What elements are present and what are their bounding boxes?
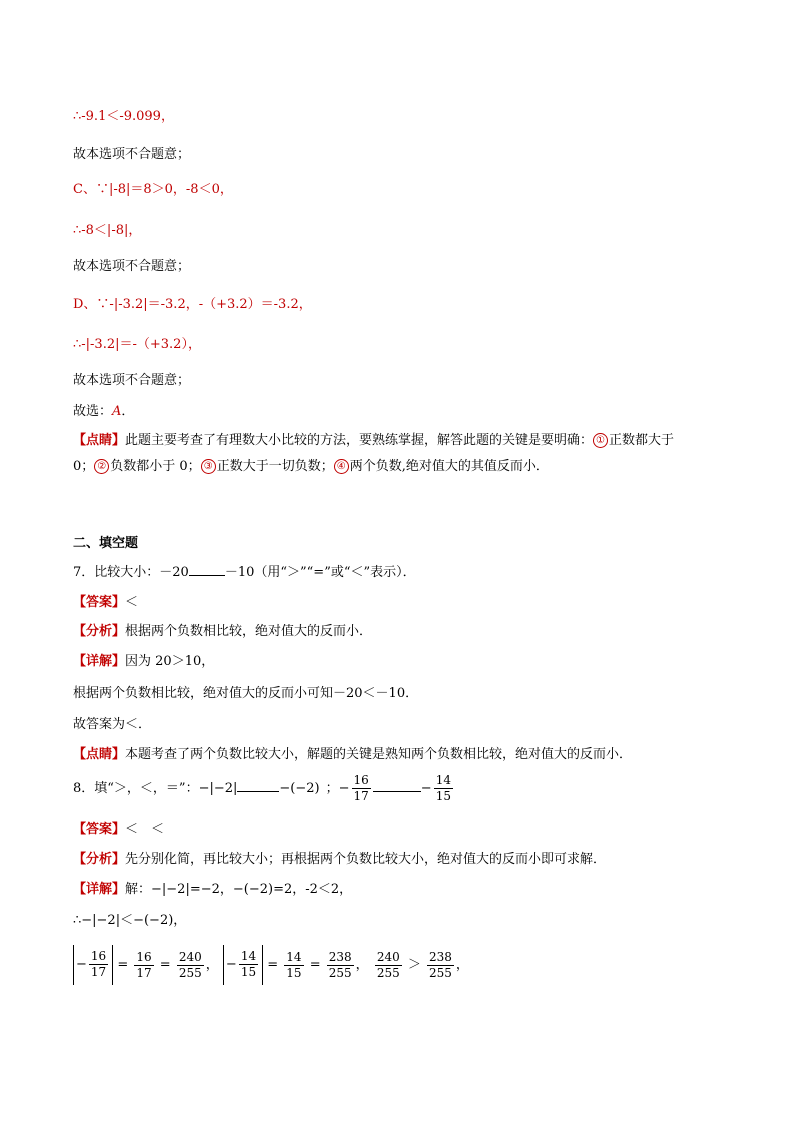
text-line	[73, 403, 134, 421]
text: 因为 20＞10，	[125, 654, 215, 669]
text: 解：−|−2|=−2，−(−2)=2，-2＜2，	[125, 882, 353, 897]
fraction: $\frac{16}{17}$	[136, 949, 152, 980]
question-8-stem	[73, 772, 455, 806]
text: 0；	[73, 459, 95, 474]
text-line: 故本选项不合题意；	[73, 259, 191, 274]
text: 7．比较大小：－20	[73, 565, 189, 580]
absolute-value: − $\frac{16}{17}$	[73, 945, 113, 985]
fraction: $\frac{240}{255}$	[376, 949, 400, 980]
analysis-line	[73, 623, 372, 641]
equals-sign: =	[309, 957, 321, 973]
text-line: C、∵|-8|＝8＞0，-8＜0，	[73, 182, 233, 197]
comma: ，	[205, 957, 219, 973]
text-line: ∴-9.1＜-9.099，	[73, 109, 174, 124]
text-line: ∴-8＜|-8|，	[73, 223, 142, 238]
fraction: $\frac{238}{255}$	[328, 949, 352, 980]
text: 此题主要考查了有理数大小比较的方法，要熟练掌握，解答此题的关键是要明确：	[125, 433, 594, 448]
text: ．	[121, 404, 135, 419]
detail-tag: 【详解】	[73, 654, 126, 669]
answer-line	[73, 821, 164, 839]
text: −	[420, 781, 432, 796]
point-tag: 【点睛】	[73, 747, 126, 762]
point-paragraph	[73, 428, 723, 480]
text: 两个负数,绝对值大的其值反而小．	[349, 459, 549, 474]
answer-blank	[237, 779, 279, 792]
text: 正数大于一切负数；	[216, 459, 334, 474]
circled-number: ④	[334, 459, 349, 474]
answer-tag: 【答案】	[73, 595, 126, 610]
fraction: $\frac{238}{255}$	[429, 949, 452, 980]
analysis-tag: 【分析】	[73, 852, 126, 867]
greater-than-sign: ＞	[407, 957, 421, 973]
detail-tag: 【详解】	[73, 882, 126, 897]
answer-line	[73, 594, 138, 612]
text: 故选：	[73, 404, 113, 419]
point-tag: 【点睛】	[73, 433, 126, 448]
fraction: $\frac{14}{15}$	[435, 773, 451, 803]
circled-number: ②	[94, 459, 109, 474]
answer-value: ＜	[125, 595, 139, 610]
text: 根据两个负数相比较，绝对值大的反而小．	[125, 624, 373, 639]
equation-line	[73, 945, 469, 986]
text: 负数都小于 0；	[110, 459, 201, 474]
text: 8．填“＞，＜，＝”：−|−2|	[73, 781, 238, 796]
analysis-line	[73, 851, 606, 869]
circled-number: ③	[201, 459, 216, 474]
analysis-tag: 【分析】	[73, 624, 126, 639]
text: 本题考查了两个负数比较大小，解题的关键是熟知两个负数相比较，绝对值大的反而小．	[125, 747, 633, 762]
question-7-stem	[73, 563, 416, 582]
answer-blank	[189, 563, 225, 576]
answer-value: ＜ ＜	[125, 822, 165, 837]
fraction: $\frac{14}{15}$	[286, 949, 302, 980]
text-line: 故本选项不合题意；	[73, 147, 191, 162]
equals-sign: =	[117, 957, 129, 973]
circled-number: ①	[593, 433, 608, 448]
answer-tag: 【答案】	[73, 822, 126, 837]
comma: ，	[455, 957, 469, 973]
text: 正数都大于	[609, 433, 675, 448]
detail-line	[73, 881, 352, 899]
section-title: 二、填空题	[73, 536, 139, 551]
text-line: 故答案为＜．	[73, 717, 152, 732]
text: −(−2)	[279, 781, 320, 796]
text: ；−	[325, 781, 350, 796]
fraction: $\frac{16}{17}$	[353, 773, 369, 803]
answer-blank	[373, 779, 421, 792]
absolute-value: − $\frac{14}{15}$	[223, 945, 263, 985]
answer-letter: A	[112, 404, 122, 419]
text: 先分别化简，再比较大小；再根据两个负数比较大小，绝对值大的反而小即可求解．	[125, 852, 607, 867]
comma: ，	[355, 957, 369, 973]
text-line: 根据两个负数相比较，绝对值大的反而小可知－20＜－10．	[73, 686, 419, 701]
text-line: ∴-|-3.2|＝-（+3.2），	[73, 337, 201, 352]
text-line: 故本选项不合题意；	[73, 373, 191, 388]
text-line: D、∵-|-3.2|＝-3.2，-（+3.2）＝-3.2，	[73, 297, 312, 312]
fraction: $\frac{240}{255}$	[178, 949, 202, 980]
detail-line	[73, 653, 214, 671]
text-line: ∴−|−2|＜−(−2)，	[73, 913, 187, 928]
point-line	[73, 746, 632, 764]
equals-sign: =	[159, 957, 171, 973]
equals-sign: =	[267, 957, 279, 973]
text: －10（用“＞”“=”或“＜”表示）．	[224, 565, 416, 580]
